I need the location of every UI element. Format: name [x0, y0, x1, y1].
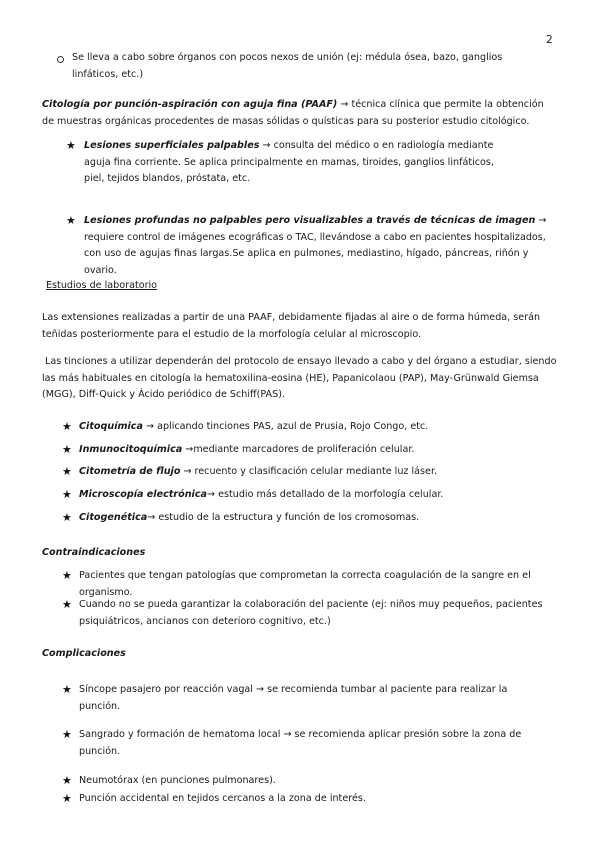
circle-bullet-icon: [57, 56, 64, 63]
lab-item-text: → estudio más detallado de la morfología celular.: [206, 489, 444, 500]
lab-heading: Estudios de laboratorio: [46, 280, 158, 291]
paaf-item: [84, 138, 512, 188]
contraindications-heading: Contraindicaciones: [42, 547, 146, 558]
star-bullet-icon: ★: [62, 683, 72, 696]
complication-item: Sangrado y formación de hematoma local → se recomienda aplicar presión sobre la zona de punción.: [79, 729, 522, 757]
paaf-item: [84, 213, 554, 279]
star-bullet-icon: ★: [66, 214, 76, 227]
star-bullet-icon: ★: [62, 420, 72, 433]
star-bullet-icon: ★: [62, 774, 72, 787]
bullet-text: Se lleva a cabo sobre órganos con pocos nexos de unión (ej: médula ósea, bazo, ganglios linfáticos, etc.): [72, 52, 503, 80]
lab-item: [79, 419, 549, 436]
contraindication-item: Pacientes que tengan patologías que comprometan la correcta coagulación de la sangre en el organismo.: [79, 570, 531, 598]
paaf-item-text: → consulta del médico o en radiología mediante aguja fina corriente. Se aplica principalmente en mamas, tiroides, ganglios linfáticos, piel, tejidos blandos, próstata, etc.: [84, 140, 494, 184]
star-bullet-icon: ★: [66, 139, 76, 152]
lab-item-title: Citoquímica: [79, 421, 143, 432]
complication-item: Neumotórax (en punciones pulmonares).: [79, 775, 276, 786]
complication-item: Síncope pasajero por reacción vagal → se recomienda tumbar al paciente para realizar la punción.: [79, 684, 508, 712]
lab-item: [79, 487, 549, 504]
contraindication-item: Cuando no se pueda garantizar la colaboración del paciente (ej: niños muy pequeños, pacientes psiquiátricos, ancianos con deterioro cognitivo, etc.): [79, 599, 543, 627]
paaf-item-title: Lesiones superficiales palpables: [84, 140, 260, 151]
paaf-paragraph: [42, 97, 552, 130]
lab-item: [79, 464, 549, 481]
lab-item-title: Microscopía electrónica: [79, 489, 207, 500]
paaf-item-text: → requiere control de imágenes ecográficas o TAC, llevándose a cabo en pacientes hospitalizados, con uso de agujas finas largas.Se aplica en pulmones, mediastino, hígado, páncreas, riñón y ovario.: [84, 215, 547, 276]
star-bullet-icon: ★: [62, 792, 72, 805]
lab-item: [79, 510, 549, 527]
lab-paragraph: Las extensiones realizadas a partir de una PAAF, debidamente fijadas al aire o de forma húmeda, serán teñidas posteriormente para el estudio de la morfología celular al microscopio.: [42, 312, 541, 340]
paaf-text: → técnica clínica que permite la obtención de muestras orgánicas procedentes de masas sólidas o quísticas para su posterior estudio citológico.: [42, 99, 544, 127]
star-bullet-icon: ★: [62, 488, 72, 501]
lab-item-title: Citometría de flujo: [79, 466, 181, 477]
lab-item-title: Inmunocitoquímica: [79, 444, 183, 455]
lab-item-text: → aplicando tinciones PAS, azul de Prusia, Rojo Congo, etc.: [142, 421, 429, 432]
star-bullet-icon: ★: [62, 569, 72, 582]
star-bullet-icon: ★: [62, 511, 72, 524]
complication-item: Punción accidental en tejidos cercanos a la zona de interés.: [79, 793, 366, 804]
star-bullet-icon: ★: [62, 598, 72, 611]
lab-item-title: Citogenética: [79, 512, 148, 523]
paaf-title: Citología por punción-aspiración con aguja fina (PAAF): [42, 99, 338, 110]
lab-item-text: → recuento y clasificación celular mediante luz láser.: [180, 466, 438, 477]
complications-heading: Complicaciones: [42, 648, 126, 659]
lab-paragraph: Las tinciones a utilizar dependerán del protocolo de ensayo llevado a cabo y del órgano a estudiar, siendo las más habituales en citología la hematoxilina-eosina (HE), Papanicolaou (PAP), May-Grünwald Giemsa (MGG), Diff-Quick y Ácido periódico de Schiff(PAS).: [42, 356, 557, 400]
lab-item: [79, 442, 549, 459]
star-bullet-icon: ★: [62, 728, 72, 741]
paaf-item-title: Lesiones profundas no palpables pero visualizables a través de técnicas de imagen: [84, 215, 536, 226]
lab-item-text: → estudio de la estructura y función de los cromosomas.: [147, 512, 420, 523]
star-bullet-icon: ★: [62, 443, 72, 456]
star-bullet-icon: ★: [62, 465, 72, 478]
lab-item-text: →mediante marcadores de proliferación celular.: [182, 444, 415, 455]
page-number: 2: [546, 34, 553, 46]
